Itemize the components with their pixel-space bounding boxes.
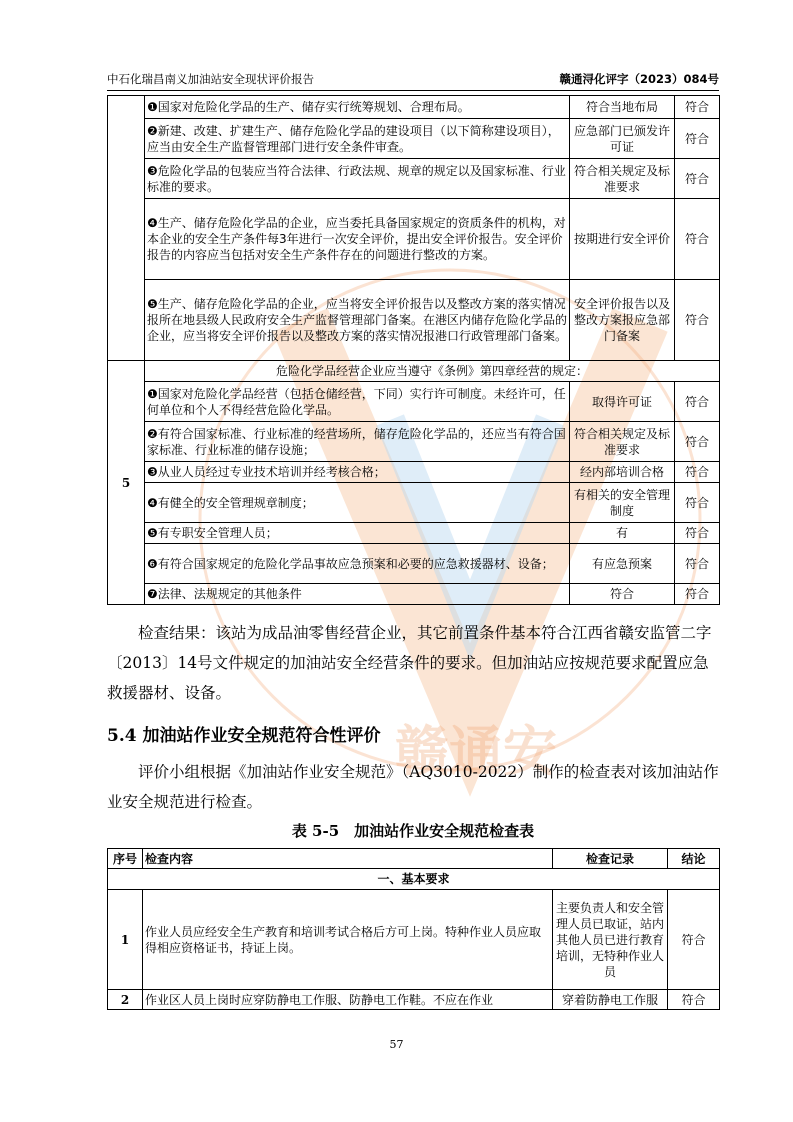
check-record: 按期进行安全评价 xyxy=(570,199,675,280)
table-row xyxy=(108,544,720,584)
check-content: ❹生产、储存危险化学品的企业，应当委托具备国家规定的资质条件的机构，对本企业的安全生产条件每3年进行一次安全评价，提出安全评价报告。安全评价报告的内容应当包括对安全生产条件存在的问题进行整改的方案。 xyxy=(145,199,570,280)
check-content: 作业区人员上岗时应穿防静电工作服、防静电工作鞋。不应在作业 xyxy=(143,990,553,1010)
header-no: 序号 xyxy=(108,849,143,869)
check-record: 经内部培训合格 xyxy=(570,462,675,483)
table-row xyxy=(108,869,720,890)
check-result: 符合 xyxy=(675,483,720,523)
check-content: ❺有专职安全管理人员； xyxy=(145,523,570,544)
item-number: 5 xyxy=(108,361,145,605)
header-right: 赣通浔化评字（2023）084号 xyxy=(559,72,719,86)
check-result: 符合 xyxy=(668,990,720,1010)
check-record: 符合当地布局 xyxy=(570,96,675,119)
operation-safety-check-table xyxy=(107,848,720,1010)
check-result: 符合 xyxy=(675,422,720,462)
check-record: 符合相关规定及标准要求 xyxy=(570,159,675,199)
check-result: 符合 xyxy=(675,159,720,199)
intro-paragraph: 评价小组根据《加油站作业安全规范》（AQ3010-2022）制作的检查表对该加油站作业安全规范进行检查。 xyxy=(107,763,719,811)
check-record: 有 xyxy=(570,523,675,544)
check-record: 符合相关规定及标准要求 xyxy=(570,422,675,462)
table-row xyxy=(108,890,720,990)
table-row xyxy=(108,483,720,523)
check-result: 符合 xyxy=(668,890,720,990)
table-row xyxy=(108,199,720,280)
check-content: ❶国家对危险化学品的生产、储存实行统筹规划、合理布局。 xyxy=(145,96,570,119)
check-result: 符合 xyxy=(675,544,720,584)
check-record: 穿着防静电工作服 xyxy=(553,990,668,1010)
table-row xyxy=(108,990,720,1010)
check-result: 符合 xyxy=(675,462,720,483)
header-divider xyxy=(107,90,719,91)
table-row xyxy=(108,96,720,119)
table-row xyxy=(108,159,720,199)
check-record: 安全评价报告以及整改方案报应急部门备案 xyxy=(570,280,675,361)
watermark-text: 赣通安 xyxy=(395,720,557,783)
page-header xyxy=(107,71,719,89)
header-result: 结论 xyxy=(668,849,720,869)
check-result: 符合 xyxy=(675,584,720,605)
regulation-check-table-continued xyxy=(107,95,720,605)
check-content: ❹有健全的安全管理规章制度； xyxy=(145,483,570,523)
check-record: 取得许可证 xyxy=(570,382,675,422)
table-row xyxy=(108,422,720,462)
check-content: ❼法律、法规规定的其他条件 xyxy=(145,584,570,605)
table-row xyxy=(108,584,720,605)
check-result: 符合 xyxy=(675,96,720,119)
check-result: 符合 xyxy=(675,382,720,422)
table-header-row xyxy=(108,849,720,869)
header-record: 检查记录 xyxy=(553,849,668,869)
check-record: 应急部门已颁发许可证 xyxy=(570,119,675,159)
number-cell xyxy=(108,96,145,361)
check-content: ❸从业人员经过专业技术培训并经考核合格； xyxy=(145,462,570,483)
section-title: 5.4 加油站作业安全规范符合性评价 xyxy=(107,726,381,746)
inspection-result-paragraph: 检查结果：该站为成品油零售经营企业，其它前置条件基本符合江西省赣安监管二字〔2013〕14号文件规定的加油站安全经营条件的要求。但加油站应按规范要求配置应急救援器材、设备。 xyxy=(107,624,712,702)
check-content: ❸危险化学品的包装应当符合法律、行政法规、规章的规定以及国家标准、行业标准的要求。 xyxy=(145,159,570,199)
header-left: 中石化瑞昌南义加油站安全现状评价报告 xyxy=(107,72,314,86)
check-record: 主要负责人和安全管理人员已取证，站内其他人员已进行教育培训，无特种作业人员 xyxy=(553,890,668,990)
check-record: 有应急预案 xyxy=(570,544,675,584)
table-row xyxy=(108,361,720,382)
check-result: 符合 xyxy=(675,199,720,280)
check-record: 符合 xyxy=(570,584,675,605)
table-row xyxy=(108,119,720,159)
check-content: ❻有符合国家规定的危险化学品事故应急预案和必要的应急救援器材、设备； xyxy=(145,544,570,584)
check-content: ❷新建、改建、扩建生产、储存危险化学品的建设项目（以下简称建设项目），应当由安全生产监督管理部门进行安全条件审查。 xyxy=(145,119,570,159)
check-content: ❶国家对危险化学品经营（包括仓储经营，下同）实行许可制度。未经许可，任何单位和个人不得经营危险化学品。 xyxy=(145,382,570,422)
group-title: 一、基本要求 xyxy=(108,869,720,890)
check-record: 有相关的安全管理制度 xyxy=(570,483,675,523)
check-result: 符合 xyxy=(675,523,720,544)
check-result: 符合 xyxy=(675,119,720,159)
table-caption: 表 5-5 加油站作业安全规范检查表 xyxy=(291,822,535,840)
table-row xyxy=(108,382,720,422)
table-row xyxy=(108,462,720,483)
header-content: 检查内容 xyxy=(143,849,553,869)
check-content: 作业人员应经安全生产教育和培训考试合格后方可上岗。特种作业人员应取得相应资格证书，持证上岗。 xyxy=(143,890,553,990)
row-number: 1 xyxy=(108,890,143,990)
check-content: ❺生产、储存危险化学品的企业，应当将安全评价报告以及整改方案的落实情况报所在地县级人民政府安全生产监督管理部门备案。在港区内储存危险化学品的企业，应当将安全评价报告以及整改方案的落实情况报港口行政管理部门备案。 xyxy=(145,280,570,361)
table-row xyxy=(108,523,720,544)
group-heading: 危险化学品经营企业应当遵守《条例》第四章经营的规定： xyxy=(145,361,720,382)
check-content: ❷有符合国家标准、行业标准的经营场所，储存危险化学品的，还应当有符合国家标准、行业标准的储存设施； xyxy=(145,422,570,462)
table-row xyxy=(108,280,720,361)
row-number: 2 xyxy=(108,990,143,1010)
page-number: 57 xyxy=(389,1038,404,1051)
check-result: 符合 xyxy=(675,280,720,361)
